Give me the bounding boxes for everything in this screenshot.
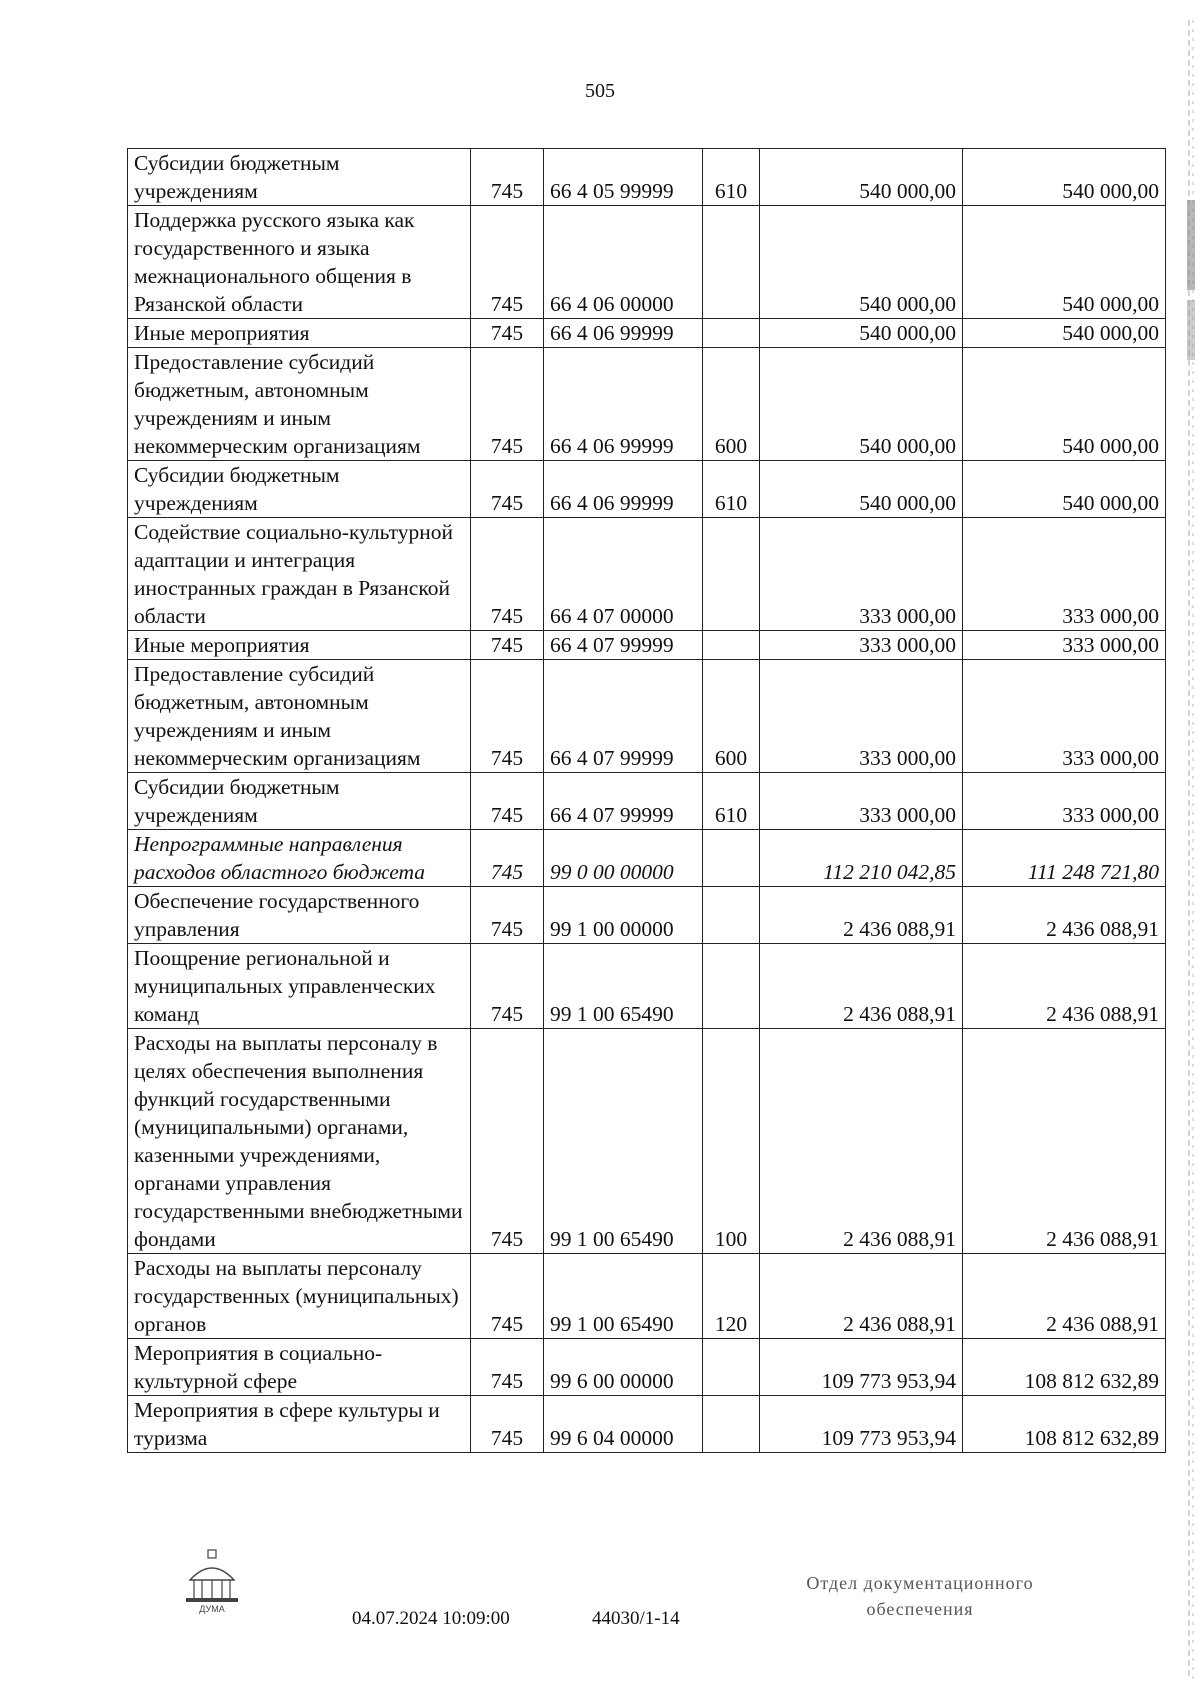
row-expense-type: 120 <box>703 1254 760 1339</box>
row-target-article: 66 4 06 99999 <box>544 319 703 348</box>
table-row <box>128 1029 1166 1254</box>
row-sum-year-1: 540 000,00 <box>760 461 963 518</box>
row-name: Содействие социально-культурной адаптации и интеграция иностранных граждан в Рязанской области <box>128 518 471 631</box>
table-row <box>128 518 1166 631</box>
row-target-article: 66 4 07 99999 <box>544 773 703 830</box>
row-expense-type <box>703 1396 760 1453</box>
row-code: 745 <box>471 1339 544 1396</box>
table-row <box>128 830 1166 887</box>
table-row <box>128 773 1166 830</box>
row-code: 745 <box>471 1029 544 1254</box>
row-expense-type <box>703 944 760 1029</box>
table-row <box>128 348 1166 461</box>
row-target-article: 99 0 00 00000 <box>544 830 703 887</box>
row-name: Предоставление субсидий бюджетным, автономным учреждениям и иным некоммерческим организациям <box>128 348 471 461</box>
row-sum-year-2: 2 436 088,91 <box>963 1254 1166 1339</box>
row-expense-type: 600 <box>703 348 760 461</box>
row-sum-year-1: 540 000,00 <box>760 206 963 319</box>
table-row <box>128 206 1166 319</box>
row-code: 745 <box>471 1254 544 1339</box>
footer-reg-number: 44030/1-14 <box>592 1608 680 1629</box>
table-row <box>128 1254 1166 1339</box>
row-expense-type: 100 <box>703 1029 760 1254</box>
table-row <box>128 149 1166 206</box>
row-sum-year-2: 540 000,00 <box>963 206 1166 319</box>
row-sum-year-2: 540 000,00 <box>963 461 1166 518</box>
row-expense-type <box>703 518 760 631</box>
row-target-article: 66 4 05 99999 <box>544 149 703 206</box>
row-expense-type: 610 <box>703 461 760 518</box>
budget-table <box>127 148 1166 1453</box>
row-sum-year-2: 333 000,00 <box>963 773 1166 830</box>
row-name: Предоставление субсидий бюджетным, автономным учреждениям и иным некоммерческим организациям <box>128 660 471 773</box>
row-target-article: 66 4 07 00000 <box>544 518 703 631</box>
row-sum-year-1: 109 773 953,94 <box>760 1339 963 1396</box>
row-code: 745 <box>471 660 544 773</box>
row-target-article: 99 6 00 00000 <box>544 1339 703 1396</box>
row-sum-year-2: 540 000,00 <box>963 319 1166 348</box>
row-name: Расходы на выплаты персоналу государственных (муниципальных) органов <box>128 1254 471 1339</box>
row-sum-year-1: 333 000,00 <box>760 660 963 773</box>
row-expense-type <box>703 887 760 944</box>
row-name: Расходы на выплаты персоналу в целях обеспечения выполнения функций государственными (муниципальными) органами, казенными учреждениями, органами управления государственными внебюджетными фондами <box>128 1029 471 1254</box>
row-code: 745 <box>471 887 544 944</box>
row-sum-year-1: 540 000,00 <box>760 149 963 206</box>
table-row <box>128 887 1166 944</box>
row-name: Непрограммные направления расходов областного бюджета <box>128 830 471 887</box>
row-expense-type: 600 <box>703 660 760 773</box>
row-target-article: 99 6 04 00000 <box>544 1396 703 1453</box>
row-name: Иные мероприятия <box>128 319 471 348</box>
table-row <box>128 631 1166 660</box>
row-name: Мероприятия в социально-культурной сфере <box>128 1339 471 1396</box>
row-target-article: 66 4 06 99999 <box>544 461 703 518</box>
row-sum-year-2: 2 436 088,91 <box>963 944 1166 1029</box>
row-name: Субсидии бюджетным учреждениям <box>128 773 471 830</box>
row-name: Обеспечение государственного управления <box>128 887 471 944</box>
table-row <box>128 461 1166 518</box>
table-row <box>128 660 1166 773</box>
logo-text: ДУМА <box>199 1604 225 1614</box>
row-target-article: 99 1 00 65490 <box>544 1254 703 1339</box>
row-sum-year-1: 2 436 088,91 <box>760 1254 963 1339</box>
table-row <box>128 1339 1166 1396</box>
row-expense-type <box>703 830 760 887</box>
row-code: 745 <box>471 830 544 887</box>
row-target-article: 99 1 00 00000 <box>544 887 703 944</box>
row-sum-year-1: 2 436 088,91 <box>760 1029 963 1254</box>
row-sum-year-1: 109 773 953,94 <box>760 1396 963 1453</box>
row-code: 745 <box>471 461 544 518</box>
footer-datetime: 04.07.2024 10:09:00 <box>352 1608 510 1629</box>
row-name: Субсидии бюджетным учреждениям <box>128 149 471 206</box>
row-target-article: 99 1 00 65490 <box>544 1029 703 1254</box>
row-sum-year-2: 333 000,00 <box>963 631 1166 660</box>
row-sum-year-2: 2 436 088,91 <box>963 887 1166 944</box>
row-code: 745 <box>471 149 544 206</box>
budget-table-body <box>128 149 1166 1453</box>
department-stamp <box>760 1570 1080 1622</box>
row-sum-year-1: 540 000,00 <box>760 348 963 461</box>
row-name: Иные мероприятия <box>128 631 471 660</box>
row-target-article: 66 4 06 99999 <box>544 348 703 461</box>
row-sum-year-2: 333 000,00 <box>963 660 1166 773</box>
row-target-article: 66 4 07 99999 <box>544 631 703 660</box>
table-row <box>128 319 1166 348</box>
row-name: Поощрение региональной и муниципальных управленческих команд <box>128 944 471 1029</box>
row-expense-type: 610 <box>703 149 760 206</box>
page-number: 505 <box>585 80 615 102</box>
row-sum-year-1: 333 000,00 <box>760 518 963 631</box>
stamp-line-1: Отдел документационного <box>806 1573 1034 1593</box>
row-code: 745 <box>471 944 544 1029</box>
row-target-article: 66 4 07 99999 <box>544 660 703 773</box>
row-sum-year-1: 112 210 042,85 <box>760 830 963 887</box>
row-expense-type: 610 <box>703 773 760 830</box>
duma-building-icon <box>180 1548 244 1618</box>
row-sum-year-1: 333 000,00 <box>760 773 963 830</box>
row-target-article: 99 1 00 65490 <box>544 944 703 1029</box>
row-sum-year-2: 108 812 632,89 <box>963 1396 1166 1453</box>
table-row <box>128 1396 1166 1453</box>
row-name: Субсидии бюджетным учреждениям <box>128 461 471 518</box>
row-sum-year-2: 2 436 088,91 <box>963 1029 1166 1254</box>
row-sum-year-1: 2 436 088,91 <box>760 887 963 944</box>
row-expense-type <box>703 1339 760 1396</box>
row-sum-year-2: 108 812 632,89 <box>963 1339 1166 1396</box>
row-code: 745 <box>471 1396 544 1453</box>
row-name: Мероприятия в сфере культуры и туризма <box>128 1396 471 1453</box>
row-sum-year-2: 333 000,00 <box>963 518 1166 631</box>
table-row <box>128 944 1166 1029</box>
row-sum-year-2: 111 248 721,80 <box>963 830 1166 887</box>
row-expense-type <box>703 206 760 319</box>
row-code: 745 <box>471 773 544 830</box>
stamp-line-2: обеспечения <box>866 1599 974 1619</box>
scan-margin-strip <box>1186 0 1196 1695</box>
row-expense-type <box>703 319 760 348</box>
row-sum-year-1: 540 000,00 <box>760 319 963 348</box>
row-sum-year-2: 540 000,00 <box>963 348 1166 461</box>
row-sum-year-2: 540 000,00 <box>963 149 1166 206</box>
row-code: 745 <box>471 518 544 631</box>
row-sum-year-1: 333 000,00 <box>760 631 963 660</box>
row-target-article: 66 4 06 00000 <box>544 206 703 319</box>
row-code: 745 <box>471 348 544 461</box>
row-code: 745 <box>471 631 544 660</box>
row-code: 745 <box>471 206 544 319</box>
row-expense-type <box>703 631 760 660</box>
row-code: 745 <box>471 319 544 348</box>
row-name: Поддержка русского языка как государственного и языка межнационального общения в Рязанской области <box>128 206 471 319</box>
row-sum-year-1: 2 436 088,91 <box>760 944 963 1029</box>
